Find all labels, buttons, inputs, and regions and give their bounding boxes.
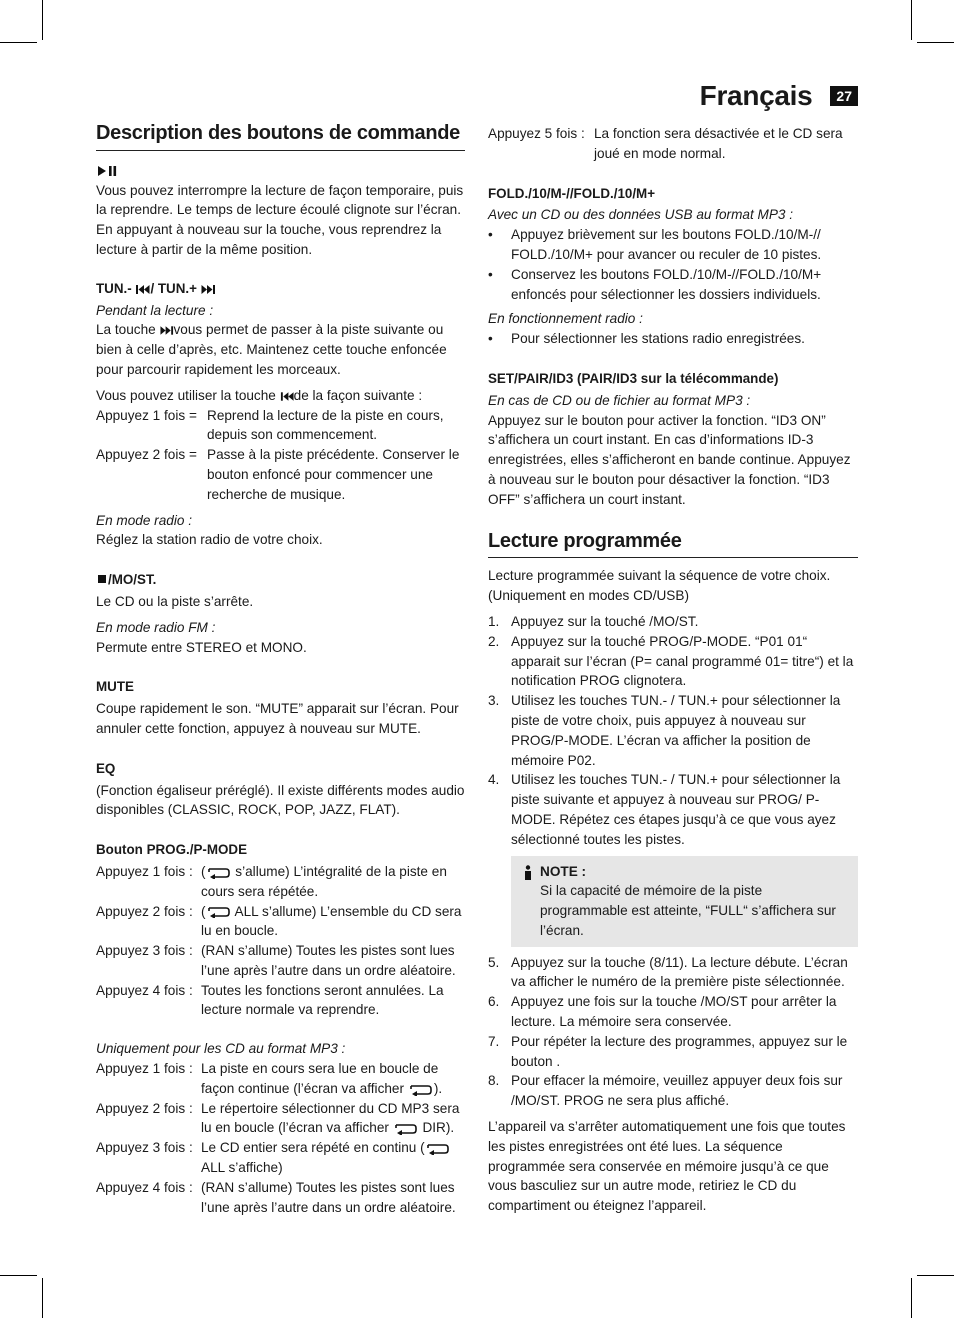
mp3-row-value	[201, 1099, 465, 1139]
mp3-row-post: ).	[433, 1080, 443, 1096]
step-text: Pour répéter la lecture des programmes, appuyez sur le bouton .	[511, 1033, 848, 1069]
tun-row-key: Appuyez 1 fois =	[96, 407, 197, 423]
step-text: Appuyez une fois sur la touche /MO/ST pour arrêter la lecture. La mémoire sera conservée.	[511, 994, 837, 1030]
mp3-row	[96, 1138, 465, 1178]
fm-mode-label: En mode radio FM :	[96, 619, 216, 635]
bullet: •	[488, 331, 493, 347]
stop-icon	[98, 575, 106, 583]
mp3-row-value	[201, 1059, 465, 1099]
play-pause-icon	[96, 165, 120, 177]
crop-mark	[42, 1278, 43, 1318]
mp3-only-label: Uniquement pour les CD au format MP3 :	[96, 1041, 346, 1057]
repeat-icon	[393, 1122, 419, 1135]
prog-row-value	[201, 902, 465, 942]
step-number: 6.	[488, 994, 500, 1010]
fold-condition: Avec un CD ou des données USB au format MP3 :	[488, 207, 794, 223]
tun-text-a: La touche	[96, 322, 156, 338]
set-text: Appuyez sur le bouton pour activer la fonction. “ID3 ON” s’affichera un court instant. En cas d’informations ID-3 enregistrées, elles s’afficheront en bande continue. Appuyez à nouveau sur le bouton pour désactiver la fonction. “ID3 OFF” s’affichera un court instant.	[488, 412, 851, 507]
mute-heading: MUTE	[96, 679, 134, 695]
section-heading: Lecture programmée	[488, 532, 858, 559]
press5-value: La fonction sera désactivée et le CD sera joué en mode normal.	[594, 126, 843, 161]
tun-heading	[96, 279, 465, 299]
mp3-row	[96, 1099, 465, 1139]
press5-key: Appuyez 5 fois :	[488, 126, 585, 141]
note-title: NOTE :	[540, 863, 587, 879]
tun-text	[96, 320, 465, 379]
skip-forward-icon	[160, 325, 174, 336]
step-text: Utilisez les touches TUN.- / TUN.+ pour sélectionner la piste suivante et appuyez à nouveau sur PROG/ P-MODE. Répétez ces étapes jusqu’à ce que vous ayez sélectionné toutes les pistes.	[511, 772, 841, 847]
crop-mark	[917, 42, 954, 43]
stop-heading-text: /MO/ST.	[108, 572, 157, 588]
list-item	[488, 1032, 858, 1072]
tun-row	[96, 445, 465, 504]
prog-row-value	[201, 862, 465, 902]
prog-row-text: ALL s’allume) L’ensemble du CD sera lu en boucle.	[201, 903, 462, 939]
crop-mark	[42, 0, 43, 40]
set-heading: SET/PAIR/ID3 (PAIR/ID3 sur la télécommande)	[488, 370, 779, 386]
prog-row	[96, 981, 465, 1021]
repeat-icon	[206, 866, 232, 879]
step-number: 1.	[488, 613, 500, 629]
prog-row-pre: (	[201, 863, 206, 879]
list-item	[488, 770, 858, 849]
tun-row-value: Reprend la lecture de la piste en cours, depuis son commencement.	[207, 407, 444, 443]
prog-row	[96, 862, 465, 902]
mp3-row-value	[201, 1138, 465, 1178]
prog-row-text: s’allume) L’intégralité de la piste en cours sera répétée.	[201, 863, 447, 899]
stop-text: Le CD ou la piste s’arrête.	[96, 593, 254, 609]
crop-mark	[0, 1275, 37, 1276]
left-column	[96, 0, 465, 1217]
note-box	[511, 856, 858, 947]
mute-text: Coupe rapidement le son. “MUTE” apparait sur l’écran. Pour annuler cette fonction, appuyez à nouveau sur MUTE.	[96, 701, 459, 736]
crop-mark	[917, 1275, 954, 1276]
step-text: Pour effacer la mémoire, veuillez appuyer deux fois sur /MO/ST. PROG ne sera plus affiché.	[511, 1073, 843, 1109]
fold-radio-label: En fonctionnement radio :	[488, 311, 643, 327]
fold-radio-list	[488, 329, 858, 349]
step-number: 2.	[488, 633, 500, 649]
mp3-row	[96, 1059, 465, 1099]
mp3-row	[96, 1178, 465, 1218]
mp3-row-key: Appuyez 1 fois :	[96, 1061, 193, 1077]
list-item	[488, 329, 858, 349]
prog-row-key: Appuyez 2 fois :	[96, 903, 193, 919]
mp3-row-post: ALL s’affiche)	[201, 1160, 283, 1176]
tun-use-b: de la façon suivante :	[293, 387, 423, 403]
step-number: 5.	[488, 954, 500, 970]
stop-heading	[96, 570, 465, 590]
step-text: Utilisez les touches TUN.- / TUN.+ pour sélectionner la piste de votre choix, puis appuyez à nouveau sur PROG/P-MODE. L’écran va afficher la position de mémoire P02.	[511, 693, 841, 768]
fm-text: Permute entre STEREO et MONO.	[96, 639, 307, 655]
play-pause-text: Vous pouvez interrompre la lecture de façon temporaire, puis la reprendre. Le temps de lecture écoulé clignote sur l’écran. En appuyant à nouveau sur la touche, vous reprendrez la lecture à partir de la même position.	[96, 182, 464, 257]
play-pause-heading	[96, 161, 465, 181]
prog-row-value: Toutes les fonctions seront annulées. La lecture normale va reprendre.	[201, 982, 444, 1018]
prog-row-key: Appuyez 4 fois :	[96, 982, 193, 998]
skip-back-icon	[135, 284, 150, 295]
prog-row	[96, 941, 465, 981]
step-text: Appuyez sur la touche (8/11). La lecture débute. L’écran va afficher le numéro de la première piste sélectionnée.	[511, 954, 848, 990]
program-steps	[488, 612, 858, 850]
eq-heading: EQ	[96, 760, 116, 776]
fold-list	[488, 225, 858, 304]
skip-forward-icon	[201, 284, 216, 295]
list-item	[488, 632, 858, 691]
crop-mark	[911, 0, 912, 40]
program-steps	[488, 953, 858, 1111]
tun-minus-label: TUN.-	[96, 280, 132, 296]
prog-row	[96, 902, 465, 942]
repeat-icon	[206, 905, 232, 918]
prog-intro: Lecture programmée suivant la séquence de votre choix. (Uniquement en modes CD/USB)	[488, 568, 831, 604]
press5-row	[488, 124, 858, 164]
step-number: 3.	[488, 693, 500, 709]
mp3-row-key: Appuyez 4 fois :	[96, 1179, 193, 1195]
mp3-row-text: Le CD entier sera répété en continu (	[201, 1140, 425, 1156]
list-item-text: Appuyez brièvement sur les boutons FOLD./10/M-// FOLD./10/M+ pour avancer ou reculer de 10 pistes.	[511, 227, 822, 262]
eq-text: (Fonction égaliseur préréglé). Il existe différents modes audio disponibles (CLASSIC, ROCK, POP, JAZZ, FLAT).	[96, 782, 465, 818]
list-item-text: Conservez les boutons FOLD./10/M-//FOLD./10/M+ enfoncés pour sélectionner les dossiers individuels.	[511, 266, 822, 302]
bullet: •	[488, 266, 493, 282]
section-heading: Description des boutons de commande	[96, 124, 465, 151]
bullet: •	[488, 227, 493, 243]
step-number: 4.	[488, 772, 500, 788]
repeat-icon	[408, 1083, 434, 1096]
step-number: 7.	[488, 1033, 500, 1049]
tun-use	[96, 386, 465, 406]
list-item-text: Pour sélectionner les stations radio enregistrées.	[511, 331, 805, 347]
list-item	[488, 691, 858, 770]
mp3-row-text: Le répertoire sélectionner du CD MP3 sera lu en boucle (l’écran va afficher	[201, 1100, 460, 1136]
repeat-icon	[425, 1142, 451, 1155]
list-item	[488, 1071, 858, 1111]
info-icon	[521, 865, 535, 881]
tun-row	[96, 406, 465, 446]
right-column	[488, 0, 858, 1216]
tun-row-key: Appuyez 2 fois =	[96, 447, 197, 463]
crop-mark	[0, 42, 37, 43]
crop-mark	[911, 1278, 912, 1318]
step-number: 8.	[488, 1073, 500, 1089]
prog-row-pre: (	[201, 903, 206, 919]
list-item	[488, 265, 858, 305]
closing-text: L’appareil va s’arrêter automatiquement une fois que toutes les pistes enregistrées ont été lues. La séquence programmée sera conservée en mémoire jusqu’à ce que vous basculiez sur un autre mode, retiriez le CD du compartiment ou éteignez l’appareil.	[488, 1119, 846, 1214]
language-title: Français	[699, 80, 813, 112]
step-text: Appuyez sur la touché /MO/ST.	[511, 613, 699, 629]
tun-row-value: Passe à la piste précédente. Conserver le bouton enfoncé pour commencer une recherche de musique.	[207, 447, 460, 502]
list-item	[488, 612, 858, 632]
list-item	[488, 953, 858, 993]
fold-heading: FOLD./10/M-//FOLD./10/M+	[488, 185, 656, 201]
tun-text-b: vous permet de passer à la piste suivante ou bien à celle d’après, etc. Maintenez cette touche enfoncée pour parcourir rapidement les morceaux.	[96, 322, 447, 377]
set-condition: En cas de CD ou de fichier au format MP3 :	[488, 392, 751, 408]
list-item	[488, 225, 858, 265]
mp3-row-text: La piste en cours sera lue en boucle de façon continue (l’écran va afficher	[201, 1061, 439, 1096]
tun-plus-label: / TUN.+	[150, 280, 197, 296]
tun-use-a: Vous pouvez utiliser la touche	[96, 387, 276, 403]
note-text: Si la capacité de mémoire de la piste programmable est atteinte, “FULL“ s’affichera sur l’écran.	[540, 883, 836, 938]
prog-heading: Bouton PROG./P-MODE	[96, 842, 248, 858]
mp3-row-key: Appuyez 3 fois :	[96, 1140, 193, 1156]
prog-row-key: Appuyez 1 fois :	[96, 863, 193, 879]
skip-back-icon	[280, 391, 294, 402]
page-number: 27	[830, 86, 858, 106]
prog-row-value: (RAN s’allume) Toutes les pistes sont lues l’une après l’autre dans un ordre aléatoire.	[201, 943, 456, 978]
list-item	[488, 992, 858, 1032]
radio-mode-label: En mode radio :	[96, 512, 192, 528]
step-text: Appuyez sur la touché PROG/P-MODE. “P01 01“ apparait sur l’écran (P= canal programmé 01= titre“) et la notification PROG clignotera.	[511, 633, 854, 689]
mp3-row-value: (RAN s’allume) Toutes les pistes sont lues l’une après l’autre dans un ordre aléatoire.	[201, 1179, 456, 1215]
radio-text: Réglez la station radio de votre choix.	[96, 532, 323, 548]
mp3-row-post: DIR).	[418, 1120, 455, 1136]
prog-row-key: Appuyez 3 fois :	[96, 943, 193, 959]
tun-during-label: Pendant la lecture :	[96, 302, 214, 318]
mp3-row-key: Appuyez 2 fois :	[96, 1100, 193, 1116]
